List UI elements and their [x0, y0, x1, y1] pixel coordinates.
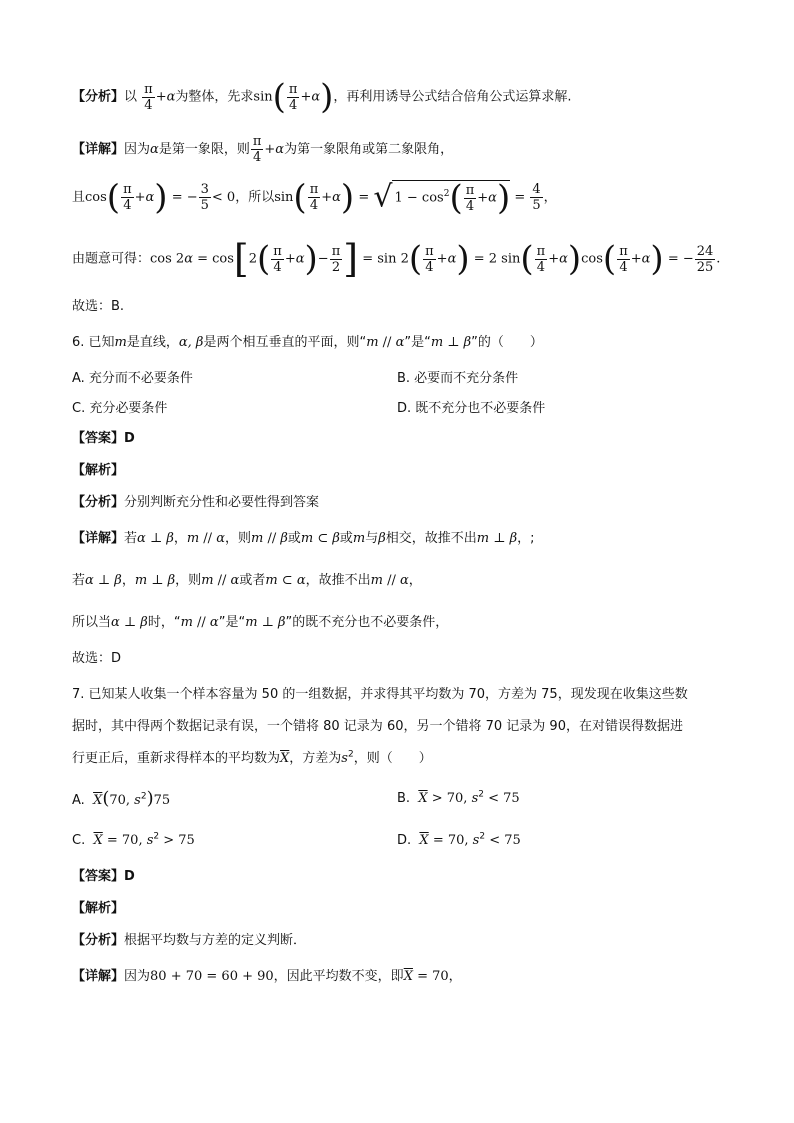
q6-detail-3: 所以当α ⊥ β时，“m // α”是“m ⊥ β”的既不充分也不必要条件， [72, 615, 449, 630]
q6-option-c: C. 充分必要条件 [72, 401, 168, 416]
q6-stem: 6. 已知m是直线，α, β是两个相互垂直的平面，则“m // α”是“m ⊥ β”的（ ） [72, 335, 543, 350]
q6-option-b: B. 必要而不充分条件 [397, 371, 519, 386]
q7-option-a: A. $\overline{X}(70$, $s^2)75$ [72, 788, 171, 809]
q7-option-d: D. $\overline{X} = 70$, $s^2 < 75$ [397, 831, 521, 848]
s5-detail-2: 且cos( $\frac{\pi}{4}$ +α) = − $\frac{3}{5}$ < 0，所以sin( $\frac{\pi}{4}$ +α) = √ $1 - \cos^2$( $\frac{\pi}{4}$ +α) = $\frac{4}{5}$ ， [72, 177, 557, 218]
q6-analysis: 【分析】分别判断充分性和必要性得到答案 [72, 495, 320, 510]
q6-answer: 【答案】D [72, 431, 135, 446]
q6-option-d: D. 既不充分也不必要条件 [397, 401, 546, 416]
q7-option-c: C. $\overline{X} = 70$, $s^2 > 75$ [72, 831, 195, 848]
q7-jiexi: 【解析】 [72, 901, 125, 916]
q7-detail-1: 【详解】因为80 + 70 = 60 + 90，因此平均数不变，即$\overline{X} = 70$， [72, 969, 462, 984]
q7-stem-2: 据时，其中得两个数据记录有误，一个错将 80 记录为 60，另一个错将 70 记录为 90，在对错误得数据进 [72, 719, 683, 734]
q7-stem-1: 7. 已知某人收集一个样本容量为 50 的一组数据，并求得其平均数为 70，方差为 75，现发现在收集这些数 [72, 687, 688, 702]
q7-analysis: 【分析】根据平均数与方差的定义判断． [72, 933, 307, 948]
s5-detail-3: 由题意可得：cos 2α = cos[2( $\frac{\pi}{4}$ +α)− $\frac{\pi}{2}$ ] = sin 2( $\frac{\pi}{4}$ +α) = 2 sin( $\frac{\pi}{4}$ +α)cos( $\frac{\pi}{4}$ +α) = − $\frac{24}{25}$ . [72, 237, 721, 281]
fraction-pi-4: $\frac{\pi}{4}$ [144, 81, 153, 113]
s5-conclusion: 故选：B. [72, 299, 125, 314]
q7-option-b: B. $\overline{X} > 70$, $s^2 < 75$ [397, 789, 520, 806]
q7-answer: 【答案】D [72, 869, 135, 884]
q6-conclusion: 故选：D [72, 651, 122, 666]
s5-analysis: 【分析】以 $\frac{\pi}{4}$ +α为整体，先求sin( $\frac{\pi}{4}$ +α)，再利用诱导公式结合倍角公式运算求解. [72, 77, 572, 117]
q6-detail-2: 若α ⊥ β，m ⊥ β，则m // α或者m ⊂ α，故推不出m // α， [72, 573, 422, 588]
q6-detail-1: 【详解】若α ⊥ β，m // α，则m // β或m ⊂ β或m与β相交，故推不出m ⊥ β，; [72, 531, 535, 546]
q6-jiexi: 【解析】 [72, 463, 125, 478]
s5-detail-1: 【详解】因为α是第一象限，则 $\frac{\pi}{4}$ +α为第一象限角或第二象限角， [72, 134, 454, 165]
q6-option-a: A. 充分而不必要条件 [72, 371, 193, 386]
q7-stem-3: 行更正后，重新求得样本的平均数为$\overline{X}$，方差为$s^2$，则（ ） [72, 749, 432, 766]
analysis-tag: 【分析】 [72, 89, 125, 105]
